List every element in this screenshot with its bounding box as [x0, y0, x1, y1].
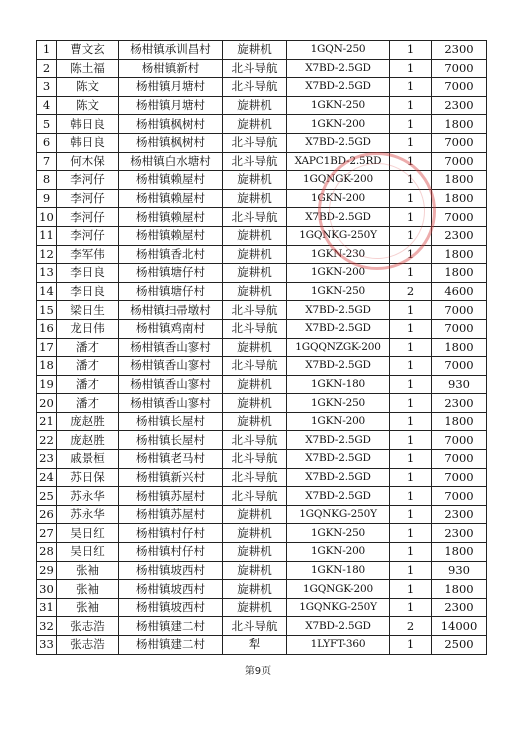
table-row: [37, 375, 487, 394]
cell-address: 杨柑镇新村: [119, 59, 223, 78]
table-body: [37, 41, 487, 655]
cell-qty: 1: [390, 41, 432, 60]
cell-model: 1GKN-250: [287, 96, 390, 115]
cell-type: 旋耕机: [223, 375, 287, 394]
table-row: [37, 208, 487, 227]
cell-no: 32: [37, 617, 57, 636]
cell-qty: 1: [390, 524, 432, 543]
cell-model: X7BD-2.5GD: [287, 208, 390, 227]
cell-no: 22: [37, 431, 57, 450]
table-row: [37, 524, 487, 543]
cell-no: 10: [37, 208, 57, 227]
table-row: [37, 319, 487, 338]
cell-no: 5: [37, 115, 57, 134]
cell-amount: 1800: [432, 338, 487, 357]
table-row: [37, 580, 487, 599]
cell-address: 杨柑镇枫树村: [119, 115, 223, 134]
cell-address: 杨柑镇长屋村: [119, 412, 223, 431]
cell-no: 21: [37, 412, 57, 431]
cell-type: 北斗导航: [223, 450, 287, 469]
cell-no: 24: [37, 468, 57, 487]
cell-qty: 1: [390, 636, 432, 655]
cell-qty: 1: [390, 226, 432, 245]
cell-type: 旋耕机: [223, 226, 287, 245]
cell-name: 潘才: [57, 375, 119, 394]
table-row: [37, 78, 487, 97]
cell-amount: 7000: [432, 301, 487, 320]
table-row: [37, 245, 487, 264]
cell-type: 旋耕机: [223, 264, 287, 283]
cell-model: 1GKN-180: [287, 561, 390, 580]
cell-no: 19: [37, 375, 57, 394]
cell-address: 杨柑镇枫树村: [119, 133, 223, 152]
cell-address: 杨柑镇白水塘村: [119, 152, 223, 171]
table-row: [37, 617, 487, 636]
cell-type: 旋耕机: [223, 96, 287, 115]
cell-model: 1GKN-250: [287, 282, 390, 301]
cell-name: 李日良: [57, 264, 119, 283]
table-row: [37, 264, 487, 283]
cell-name: 曹文玄: [57, 41, 119, 60]
cell-qty: 1: [390, 133, 432, 152]
cell-model: X7BD-2.5GD: [287, 301, 390, 320]
cell-type: 北斗导航: [223, 208, 287, 227]
cell-qty: 1: [390, 412, 432, 431]
cell-type: 旋耕机: [223, 189, 287, 208]
cell-amount: 7000: [432, 319, 487, 338]
cell-address: 杨柑镇月塘村: [119, 78, 223, 97]
cell-amount: 7000: [432, 431, 487, 450]
cell-amount: 1800: [432, 245, 487, 264]
cell-model: 1GQNGK-200: [287, 580, 390, 599]
cell-name: 张袖: [57, 561, 119, 580]
cell-amount: 2500: [432, 636, 487, 655]
cell-name: 韩日良: [57, 115, 119, 134]
table-row: [37, 59, 487, 78]
table-row: [37, 561, 487, 580]
cell-qty: 1: [390, 487, 432, 506]
cell-no: 20: [37, 394, 57, 413]
cell-amount: 1800: [432, 412, 487, 431]
cell-qty: 1: [390, 505, 432, 524]
table-row: [37, 338, 487, 357]
cell-type: 北斗导航: [223, 152, 287, 171]
cell-type: 北斗导航: [223, 357, 287, 376]
cell-qty: 1: [390, 598, 432, 617]
cell-qty: 1: [390, 171, 432, 190]
table-row: [37, 394, 487, 413]
cell-type: 北斗导航: [223, 468, 287, 487]
cell-amount: 2300: [432, 96, 487, 115]
cell-type: 旋耕机: [223, 115, 287, 134]
cell-no: 17: [37, 338, 57, 357]
cell-name: 潘才: [57, 357, 119, 376]
cell-qty: 1: [390, 394, 432, 413]
table-row: [37, 41, 487, 60]
cell-amount: 7000: [432, 357, 487, 376]
cell-model: X7BD-2.5GD: [287, 133, 390, 152]
cell-address: 杨柑镇扫帚墩村: [119, 301, 223, 320]
table-row: [37, 96, 487, 115]
cell-type: 旋耕机: [223, 598, 287, 617]
cell-model: 1GKN-250: [287, 524, 390, 543]
cell-no: 33: [37, 636, 57, 655]
cell-qty: 1: [390, 357, 432, 376]
cell-amount: 2300: [432, 598, 487, 617]
cell-name: 李河仔: [57, 189, 119, 208]
table-row: [37, 357, 487, 376]
cell-amount: 1800: [432, 115, 487, 134]
cell-no: 31: [37, 598, 57, 617]
cell-name: 李河仔: [57, 208, 119, 227]
cell-amount: 1800: [432, 543, 487, 562]
cell-no: 7: [37, 152, 57, 171]
cell-name: 苏永华: [57, 505, 119, 524]
cell-type: 旋耕机: [223, 412, 287, 431]
cell-name: 戚景桓: [57, 450, 119, 469]
cell-name: 张袖: [57, 580, 119, 599]
cell-amount: 930: [432, 375, 487, 394]
cell-amount: 1800: [432, 171, 487, 190]
cell-type: 旋耕机: [223, 171, 287, 190]
table-row: [37, 282, 487, 301]
cell-model: X7BD-2.5GD: [287, 78, 390, 97]
table-row: [37, 598, 487, 617]
cell-qty: 1: [390, 264, 432, 283]
cell-no: 12: [37, 245, 57, 264]
cell-model: X7BD-2.5GD: [287, 487, 390, 506]
cell-type: 犁: [223, 636, 287, 655]
table-row: [37, 152, 487, 171]
cell-address: 杨柑镇苏屋村: [119, 487, 223, 506]
cell-address: 杨柑镇村仔村: [119, 524, 223, 543]
cell-amount: 7000: [432, 208, 487, 227]
cell-model: 1GKN-200: [287, 543, 390, 562]
cell-model: 1GQNKG-250Y: [287, 505, 390, 524]
cell-name: 潘才: [57, 338, 119, 357]
cell-model: 1GQNKG-250Y: [287, 598, 390, 617]
cell-address: 杨柑镇赖屋村: [119, 171, 223, 190]
cell-type: 北斗导航: [223, 59, 287, 78]
cell-name: 庞赵胜: [57, 412, 119, 431]
table-row: [37, 505, 487, 524]
cell-no: 8: [37, 171, 57, 190]
cell-amount: 7000: [432, 152, 487, 171]
cell-address: 杨柑镇新兴村: [119, 468, 223, 487]
table-row: [37, 487, 487, 506]
cell-model: X7BD-2.5GD: [287, 319, 390, 338]
cell-amount: 7000: [432, 487, 487, 506]
cell-qty: 1: [390, 245, 432, 264]
cell-amount: 1800: [432, 264, 487, 283]
cell-no: 15: [37, 301, 57, 320]
cell-model: 1LYFT-360: [287, 636, 390, 655]
cell-no: 16: [37, 319, 57, 338]
cell-no: 11: [37, 226, 57, 245]
cell-qty: 1: [390, 375, 432, 394]
cell-qty: 1: [390, 319, 432, 338]
cell-model: X7BD-2.5GD: [287, 468, 390, 487]
cell-model: 1GQQNZGK-200: [287, 338, 390, 357]
cell-type: 北斗导航: [223, 319, 287, 338]
cell-qty: 1: [390, 78, 432, 97]
cell-qty: 2: [390, 617, 432, 636]
cell-no: 28: [37, 543, 57, 562]
cell-model: 1GKN-250: [287, 394, 390, 413]
cell-address: 杨柑镇月塘村: [119, 96, 223, 115]
cell-address: 杨柑镇塘仔村: [119, 282, 223, 301]
cell-no: 9: [37, 189, 57, 208]
cell-type: 旋耕机: [223, 394, 287, 413]
cell-amount: 7000: [432, 78, 487, 97]
cell-qty: 1: [390, 431, 432, 450]
cell-type: 旋耕机: [223, 580, 287, 599]
cell-model: 1GQNKG-250Y: [287, 226, 390, 245]
table-row: [37, 431, 487, 450]
table-row: [37, 301, 487, 320]
cell-name: 何木保: [57, 152, 119, 171]
cell-model: X7BD-2.5GD: [287, 357, 390, 376]
cell-qty: 1: [390, 338, 432, 357]
cell-address: 杨柑镇坡西村: [119, 561, 223, 580]
table-row: [37, 189, 487, 208]
cell-address: 杨柑镇香北村: [119, 245, 223, 264]
cell-name: 吴日红: [57, 543, 119, 562]
cell-no: 2: [37, 59, 57, 78]
cell-address: 杨柑镇赖屋村: [119, 208, 223, 227]
cell-no: 1: [37, 41, 57, 60]
cell-type: 北斗导航: [223, 133, 287, 152]
cell-name: 韩日良: [57, 133, 119, 152]
cell-address: 杨柑镇建二村: [119, 617, 223, 636]
table-row: [37, 636, 487, 655]
cell-address: 杨柑镇长屋村: [119, 431, 223, 450]
cell-type: 旋耕机: [223, 524, 287, 543]
cell-qty: 1: [390, 115, 432, 134]
cell-address: 杨柑镇香山寥村: [119, 338, 223, 357]
cell-qty: 1: [390, 208, 432, 227]
cell-type: 旋耕机: [223, 561, 287, 580]
cell-amount: 2300: [432, 505, 487, 524]
cell-model: 1GQNGK-200: [287, 171, 390, 190]
cell-model: 1GKN-200: [287, 412, 390, 431]
cell-model: 1GKN-200: [287, 189, 390, 208]
cell-no: 18: [37, 357, 57, 376]
cell-model: 1GQN-250: [287, 41, 390, 60]
cell-address: 杨柑镇香山寥村: [119, 394, 223, 413]
cell-qty: 1: [390, 543, 432, 562]
table-row: [37, 171, 487, 190]
cell-amount: 7000: [432, 133, 487, 152]
cell-model: X7BD-2.5GD: [287, 617, 390, 636]
cell-qty: 2: [390, 282, 432, 301]
cell-amount: 1800: [432, 580, 487, 599]
cell-type: 旋耕机: [223, 543, 287, 562]
table-row: [37, 450, 487, 469]
cell-amount: 7000: [432, 59, 487, 78]
cell-amount: 1800: [432, 189, 487, 208]
cell-amount: 4600: [432, 282, 487, 301]
cell-name: 庞赵胜: [57, 431, 119, 450]
table-row: [37, 543, 487, 562]
cell-name: 张志浩: [57, 636, 119, 655]
cell-model: 1GKN-230: [287, 245, 390, 264]
cell-type: 北斗导航: [223, 78, 287, 97]
cell-amount: 2300: [432, 524, 487, 543]
cell-model: X7BD-2.5GD: [287, 431, 390, 450]
cell-amount: 14000: [432, 617, 487, 636]
cell-address: 杨柑镇香山寥村: [119, 357, 223, 376]
cell-address: 杨柑镇鸡南村: [119, 319, 223, 338]
cell-address: 杨柑镇坡西村: [119, 598, 223, 617]
cell-qty: 1: [390, 152, 432, 171]
cell-model: 1GKN-200: [287, 264, 390, 283]
table-row: [37, 412, 487, 431]
cell-address: 杨柑镇苏屋村: [119, 505, 223, 524]
table-row: [37, 133, 487, 152]
table-row: [37, 115, 487, 134]
cell-no: 14: [37, 282, 57, 301]
cell-address: 杨柑镇老马村: [119, 450, 223, 469]
cell-model: 1GKN-180: [287, 375, 390, 394]
cell-type: 北斗导航: [223, 617, 287, 636]
table-row: [37, 226, 487, 245]
cell-name: 潘才: [57, 394, 119, 413]
cell-model: X7BD-2.5GD: [287, 59, 390, 78]
cell-name: 陈文: [57, 78, 119, 97]
cell-type: 旋耕机: [223, 505, 287, 524]
cell-no: 26: [37, 505, 57, 524]
cell-amount: 2300: [432, 226, 487, 245]
cell-amount: 2300: [432, 394, 487, 413]
cell-no: 29: [37, 561, 57, 580]
cell-qty: 1: [390, 580, 432, 599]
cell-address: 杨柑镇村仔村: [119, 543, 223, 562]
cell-type: 旋耕机: [223, 338, 287, 357]
cell-no: 23: [37, 450, 57, 469]
cell-no: 25: [37, 487, 57, 506]
cell-type: 北斗导航: [223, 301, 287, 320]
cell-name: 李日良: [57, 282, 119, 301]
cell-name: 陈文: [57, 96, 119, 115]
cell-type: 北斗导航: [223, 487, 287, 506]
cell-name: 李河仔: [57, 171, 119, 190]
document-sheet: [36, 40, 486, 655]
cell-address: 杨柑镇塘仔村: [119, 264, 223, 283]
cell-qty: 1: [390, 450, 432, 469]
cell-qty: 1: [390, 301, 432, 320]
cell-name: 龙日伟: [57, 319, 119, 338]
cell-type: 旋耕机: [223, 41, 287, 60]
subsidy-table: [36, 40, 487, 655]
cell-qty: 1: [390, 468, 432, 487]
cell-name: 吴日红: [57, 524, 119, 543]
cell-qty: 1: [390, 59, 432, 78]
table-row: [37, 468, 487, 487]
cell-no: 27: [37, 524, 57, 543]
cell-name: 苏日保: [57, 468, 119, 487]
cell-name: 张袖: [57, 598, 119, 617]
cell-model: X7BD-2.5GD: [287, 450, 390, 469]
cell-type: 旋耕机: [223, 282, 287, 301]
cell-name: 李军伟: [57, 245, 119, 264]
cell-address: 杨柑镇坡西村: [119, 580, 223, 599]
cell-qty: 1: [390, 561, 432, 580]
cell-type: 旋耕机: [223, 245, 287, 264]
cell-name: 李河仔: [57, 226, 119, 245]
cell-address: 杨柑镇建二村: [119, 636, 223, 655]
cell-no: 30: [37, 580, 57, 599]
cell-no: 6: [37, 133, 57, 152]
page-number: 第9页: [244, 666, 272, 677]
cell-no: 4: [37, 96, 57, 115]
cell-address: 杨柑镇赖屋村: [119, 189, 223, 208]
cell-no: 13: [37, 264, 57, 283]
cell-name: 陈土福: [57, 59, 119, 78]
cell-type: 北斗导航: [223, 431, 287, 450]
cell-name: 梁日生: [57, 301, 119, 320]
cell-qty: 1: [390, 96, 432, 115]
cell-model: 1GKN-200: [287, 115, 390, 134]
cell-model: XAPC1BD-2.5RD: [287, 152, 390, 171]
cell-no: 3: [37, 78, 57, 97]
cell-qty: 1: [390, 189, 432, 208]
cell-address: 杨柑镇承训昌村: [119, 41, 223, 60]
cell-amount: 7000: [432, 450, 487, 469]
cell-address: 杨柑镇香山寥村: [119, 375, 223, 394]
cell-name: 苏永华: [57, 487, 119, 506]
cell-amount: 2300: [432, 41, 487, 60]
cell-address: 杨柑镇赖屋村: [119, 226, 223, 245]
cell-amount: 930: [432, 561, 487, 580]
cell-amount: 7000: [432, 468, 487, 487]
cell-name: 张志浩: [57, 617, 119, 636]
